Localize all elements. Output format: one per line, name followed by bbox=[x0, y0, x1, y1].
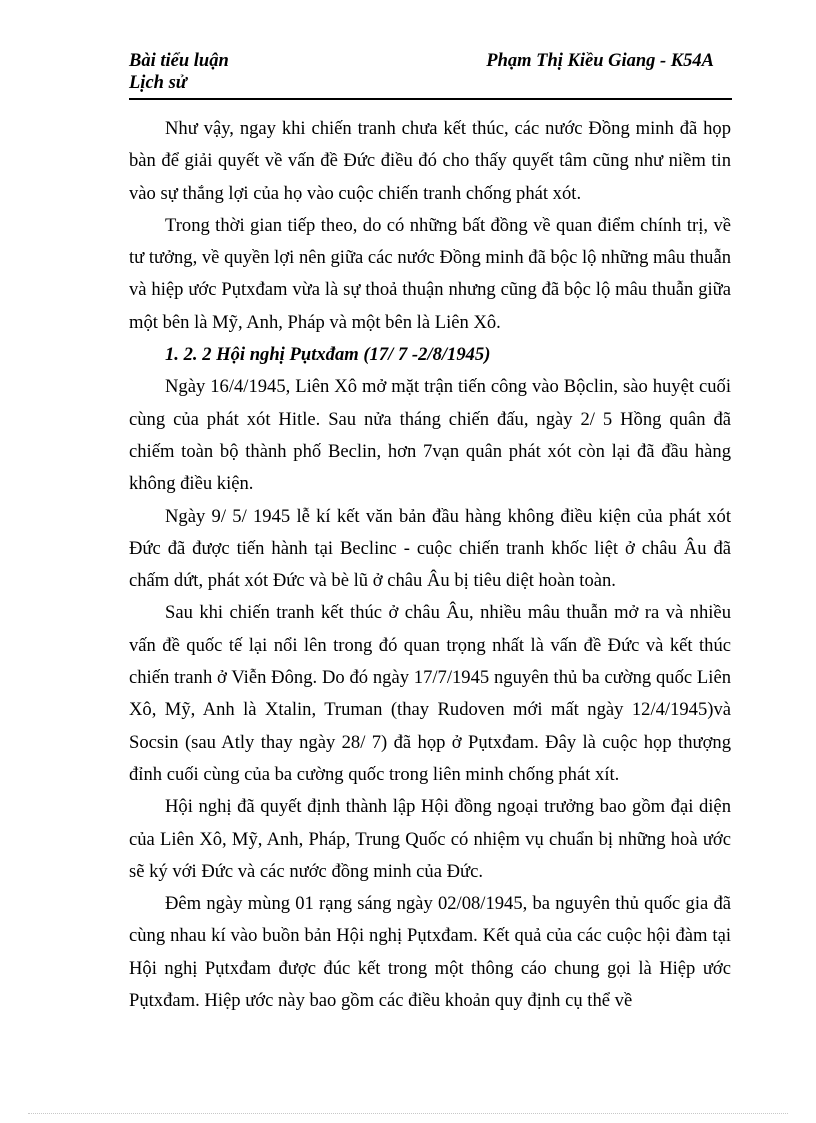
paragraph: Như vậy, ngay khi chiến tranh chưa kết thúc, các nước Đồng minh đã họp bàn để giải quyết về vấn đề Đức điều đó cho thấy quyết tâm cũng như niềm tin vào sự thắng lợi của họ vào cuộc chiến tranh chống phát xót. bbox=[129, 118, 731, 204]
header-title-line1: Bài tiểu luận bbox=[129, 51, 229, 71]
paragraph: Trong thời gian tiếp theo, do có những bất đồng về quan điểm chính trị, về tư tưởng, về quyền lợi nên giữa các nước Đồng minh đã bộc lộ những mâu thuẫn và hiệp ước Pụtxđam vừa là sự thoả thuận nhưng cũng đã bộc lộ mâu thuẫn giữa một bên là Mỹ, Anh, Pháp và một bên là Liên Xô. bbox=[129, 214, 731, 333]
paragraph: Đêm ngày mùng 01 rạng sáng ngày 02/08/1945, ba nguyên thủ quốc gia đã cùng nhau kí vào buồn bản Hội nghị Pụtxđam. Kết quả của các cuộc hội đàm tại Hội nghị Pụtxđam được đúc kết trong một thông cáo chung gọi là Hiệp ước Pụtxđam. Hiệp ước này bao gồm các điều khoản quy định cụ thể về bbox=[129, 893, 731, 1012]
paragraph: Ngày 9/ 5/ 1945 lễ kí kết văn bản đầu hàng không điều kiện của phát xót Đức đã được tiến hành tại Beclinc - cuộc chiến tranh khốc liệt ở châu Âu đã chấm dứt, phát xót Đức và bè lũ ở châu Âu bị tiêu diệt hoàn toàn. bbox=[129, 505, 731, 592]
page-header bbox=[129, 48, 732, 100]
header-author: Phạm Thị Kiều Giang - K54A bbox=[486, 51, 714, 71]
paragraph: Sau khi chiến tranh kết thúc ở châu Âu, nhiều mâu thuẫn mở ra và nhiều vấn đề quốc tế lại nổi lên trong đó quan trọng nhất là vấn đề Đức và kết thúc chiến tranh ở Viễn Đông. Do đó ngày 17/7/1945 nguyên thủ ba cường quốc Liên Xô, Mỹ, Anh là Xtalin, Truman (thay Rudoven mới mất ngày 12/4/1945)và Socsin (sau Atly thay ngày 28/ 7) đã họp ở Pụtxđam. Đây là cuộc họp thượng đỉnh cuối cùng của ba cường quốc trong liên minh chống phát xít. bbox=[129, 602, 731, 785]
header-title-line2: Lịch sử bbox=[129, 73, 187, 93]
paragraph: Hội nghị đã quyết định thành lập Hội đồng ngoại trưởng bao gồm đại diện của Liên Xô, Mỹ, Anh, Pháp, Trung Quốc có nhiệm vụ chuẩn bị những hoà ước sẽ ký với Đức và các nước đồng minh của Đức. bbox=[129, 796, 731, 882]
paragraph: Ngày 16/4/1945, Liên Xô mở mặt trận tiến công vào Bộclin, sào huyệt cuối cùng của phát xót Hitle. Sau nửa tháng chiến đấu, ngày 2/ 5 Hồng quân đã chiếm toàn bộ thành phố Beclin, hơn 7vạn quân phát xót còn lại đã đầu hàng không điều kiện. bbox=[129, 376, 731, 495]
section-heading: 1. 2. 2 Hội nghị Pụtxđam (17/ 7 -2/8/1945) bbox=[165, 344, 491, 366]
header-left bbox=[129, 50, 229, 94]
document-body bbox=[129, 113, 731, 1017]
page-footer-divider bbox=[28, 1113, 788, 1114]
